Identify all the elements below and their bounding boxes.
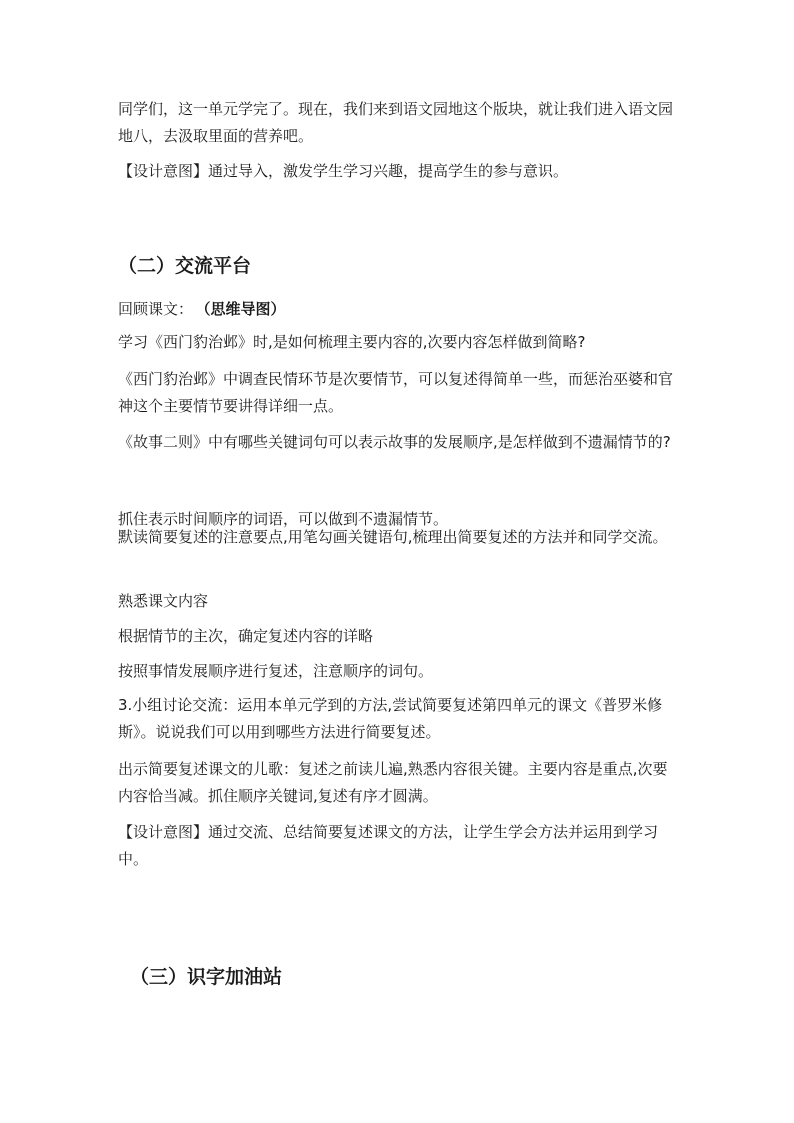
review-line (118, 296, 678, 323)
para-8: 按照事情发展顺序进行复述，注意顺序的词句。 (118, 662, 434, 680)
para-5: 默读简要复述的注意要点,用笔勾画关键语句,梳理出简要复述的方法并和同学交流。 (118, 528, 668, 546)
review-label: 回顾课文： (118, 300, 194, 318)
para-1: 学习《西门豹治邺》时,是如何梳理主要内容的,次要内容怎样做到简略? (118, 333, 586, 351)
review-mindmap: （思维导图） (203, 300, 286, 318)
intro-design-intent: 【设计意图】通过导入，激发学生学习兴趣，提高学生的参与意识。 (118, 162, 569, 180)
para-4: 抓住表示时间顺序的词语，可以做到不遗漏情节。 (118, 510, 449, 528)
para-3: 《故事二则》中有哪些关键词句可以表示故事的发展顺序,是怎样做到不遗漏情节的? (118, 433, 671, 451)
para-11-design-intent: 【设计意图】通过交流、总结简要复述课文的方法，让学生学会方法并运用到学习中。 (118, 823, 659, 868)
intro-paragraph: 同学们，这一单元学完了。现在，我们来到语文园地这个版块，就让我们进入语文园地八，去汲取里面的营养吧。 (118, 100, 674, 145)
para-9: 3.小组讨论交流：运用本单元学到的方法,尝试简要复述第四单元的课文《普罗米修斯》。说说我们可以用到哪些方法进行简要复述。 (118, 696, 663, 741)
para-6: 熟悉课文内容 (118, 592, 209, 610)
section-2-heading: （二）交流平台 (118, 255, 252, 277)
para-7: 根据情节的主次，确定复述内容的详略 (118, 627, 374, 645)
section-3-heading: （三）识字加油站 (130, 966, 283, 988)
para-10: 出示简要复述课文的儿歌：复述之前读儿遍,熟悉内容很关键。主要内容是重点,次要内容恰当减。抓住顺序关键词,复述有序才圆满。 (118, 760, 668, 805)
para-2: 《西门豹治邺》中调查民情环节是次要情节，可以复述得简单一些，而惩治巫婆和官神这个主要情节要讲得详细一点。 (118, 370, 674, 415)
